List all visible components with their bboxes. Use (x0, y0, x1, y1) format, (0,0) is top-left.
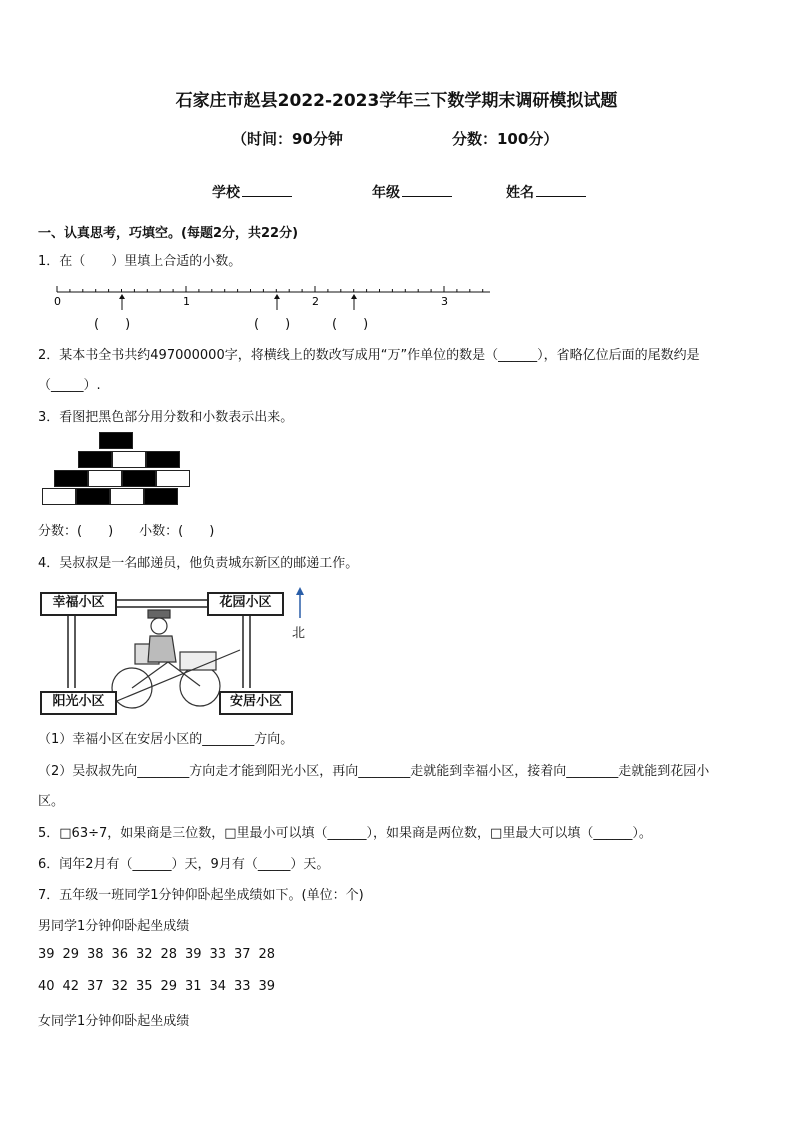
score-cell: 32 (111, 979, 129, 994)
north-label: 北 (292, 626, 306, 641)
score-cell: 28 (258, 947, 276, 962)
name-blank[interactable] (536, 184, 586, 197)
number-line-ticks (57, 286, 490, 292)
grade-label: 年级 (372, 185, 400, 201)
school-label: 学校 (212, 185, 240, 201)
score-cell: 33 (209, 947, 227, 962)
school-blank[interactable] (242, 184, 292, 197)
score-cell: 39 (258, 979, 276, 994)
brick-black (54, 470, 88, 487)
boys-scores-row2 (38, 979, 283, 994)
place-huayuan: 花园小区 (207, 592, 284, 616)
question-1: 1．在（ ）里填上合适的小数。 (38, 254, 242, 269)
pointer-head-3 (351, 294, 357, 299)
score-cell: 42 (62, 979, 80, 994)
place-yangguang: 阳光小区 (40, 691, 117, 715)
school-field (212, 182, 292, 202)
brick-black (122, 470, 156, 487)
brick-white (156, 470, 190, 487)
brick-white (112, 451, 146, 468)
tick-label-2: 2 (312, 295, 319, 308)
brick-white (42, 488, 76, 505)
grade-blank[interactable] (402, 184, 452, 197)
score-cell: 29 (62, 947, 80, 962)
answer-paren-1[interactable]: ( ) (94, 317, 131, 332)
question-7: 7．五年级一班同学1分钟仰卧起坐成绩如下。(单位：个) (38, 888, 364, 903)
tick-label-1: 1 (183, 295, 190, 308)
score-cell: 35 (136, 979, 153, 994)
name-label: 姓名 (506, 185, 534, 201)
score-cell: 33 (234, 979, 251, 994)
brick-black (78, 451, 112, 468)
place-xingfu: 幸福小区 (40, 592, 117, 616)
north-arrow-icon (294, 586, 306, 620)
question-4-sub2-line2: 区。 (38, 794, 65, 809)
question-6: 6．闰年2月有（______）天，9月有（_____）天。 (38, 857, 330, 872)
name-field (506, 182, 586, 202)
brick-figure (42, 432, 182, 506)
brick-black (146, 451, 180, 468)
score-cell: 31 (185, 979, 202, 994)
brick-black (99, 432, 133, 449)
brick-white (110, 488, 144, 505)
brick-white (88, 470, 122, 487)
question-2-line2: （_____）. (38, 378, 101, 393)
score-cell: 29 (160, 979, 178, 994)
exam-score: 分数：100分） (452, 130, 559, 148)
score-cell: 28 (160, 947, 178, 962)
tick-label-0: 0 (54, 295, 61, 308)
brick-black (144, 488, 178, 505)
boys-label: 男同学1分钟仰卧起坐成绩 (38, 919, 190, 934)
score-cell: 39 (185, 947, 202, 962)
score-cell: 40 (38, 979, 55, 994)
pointer-head-2 (274, 294, 280, 299)
place-anju: 安居小区 (219, 691, 293, 715)
answer-paren-2[interactable]: ( ) (254, 317, 291, 332)
score-cell: 37 (234, 947, 251, 962)
score-cell: 34 (209, 979, 227, 994)
answer-paren-3[interactable]: ( ) (332, 317, 369, 332)
girls-label: 女同学1分钟仰卧起坐成绩 (38, 1014, 190, 1029)
section-heading: 一、认真思考，巧填空。(每题2分，共22分) (38, 226, 299, 241)
pointer-head-1 (119, 294, 125, 299)
tick-label-3: 3 (441, 295, 448, 308)
grade-field (372, 182, 452, 202)
page-title: 石家庄市赵县2022-2023学年三下数学期末调研模拟试题 (175, 91, 618, 111)
brick-black (76, 488, 110, 505)
question-5: 5．□63÷7，如果商是三位数，□里最小可以填（______），如果商是两位数，□里最大可以填（______）。 (38, 826, 652, 841)
score-cell: 32 (136, 947, 153, 962)
question-3-answer: 分数：( ) 小数：( ) (38, 524, 215, 539)
question-3: 3．看图把黑色部分用分数和小数表示出来。 (38, 410, 294, 425)
question-2-line1: 2．某本书全书共约497000000字，将横线上的数改写成用“万”作单位的数是（______），省略亿位后面的尾数约是 (38, 348, 700, 363)
score-cell: 39 (38, 947, 55, 962)
score-cell: 38 (87, 947, 104, 962)
exam-time: （时间：90分钟 (232, 130, 343, 148)
question-4-sub1: （1）幸福小区在安居小区的________方向。 (38, 732, 294, 747)
score-cell: 37 (87, 979, 104, 994)
question-4: 4．吴叔叔是一名邮递员，他负责城东新区的邮递工作。 (38, 556, 359, 571)
question-4-sub2-line1: （2）吴叔叔先向________方向走才能到阳光小区，再向________走就能到幸福小区，接着向________走就能到花园小 (38, 764, 710, 779)
score-cell: 36 (111, 947, 129, 962)
boys-scores-row1 (38, 947, 283, 962)
